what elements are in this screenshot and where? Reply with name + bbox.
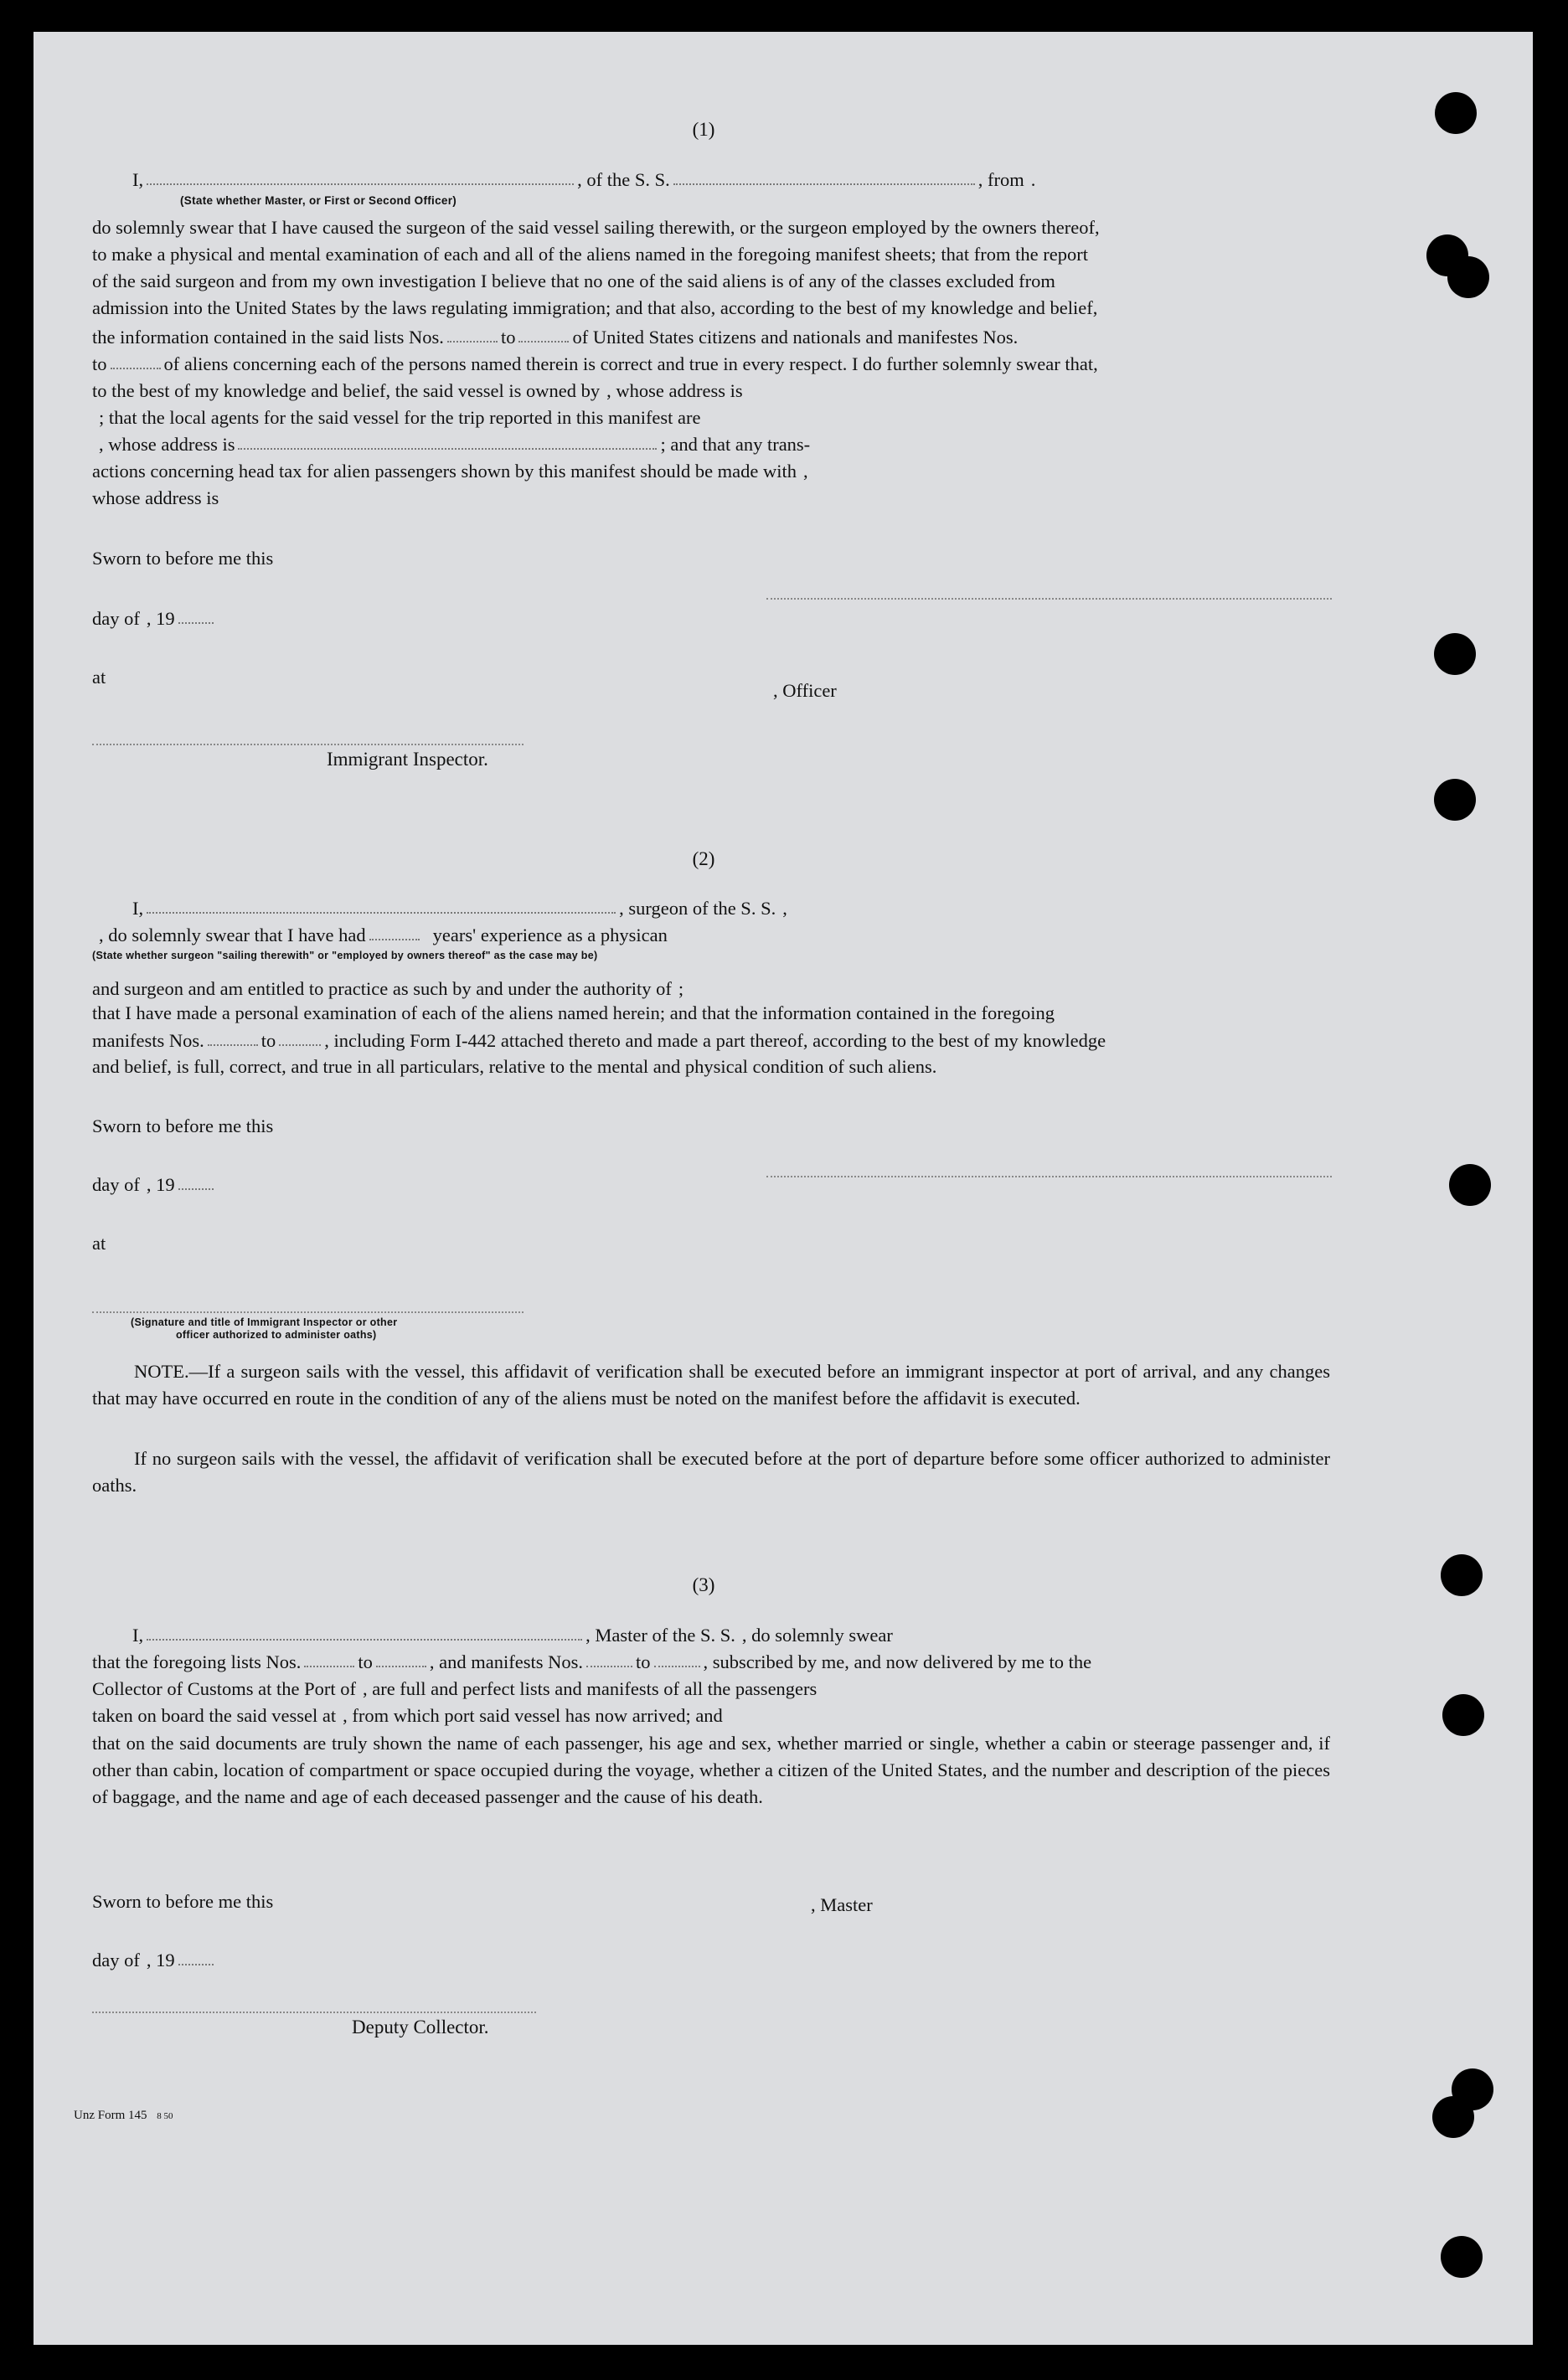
manifest-no-from-field-3[interactable] [586,1665,632,1667]
section-1-head-tax-line: actions concerning head tax for alien passengers shown by this manifest should be made with , [92,461,808,482]
officer-signature-line-top[interactable] [766,598,1332,600]
manifest-no-to-field-3[interactable] [654,1665,700,1667]
section-2-sworn-line: Sworn to before me this [92,1115,274,1136]
no-surgeon-note: If no surgeon sails with the vessel, the affidavit of verification shall be executed before at the port of departure before some officer authorized to administer oaths. [92,1448,1330,1496]
agents-address-field[interactable] [238,447,657,450]
list-no-from-field-3[interactable] [304,1665,354,1667]
punch-hole [1449,1164,1491,1206]
section-1-agents-address-line: , whose address is ; and that any trans- [99,434,811,455]
document-page [34,32,1533,2345]
section-1-at-line: at [92,667,106,688]
master-name-field[interactable] [147,1638,582,1641]
section-1-owner-line: to the best of my knowledge and belief, the said vessel is owned by , whose address is [92,380,743,401]
manifest-to-field[interactable] [111,367,161,369]
section-1-officer-line: I, , of the S. S. , from . [132,169,1036,190]
signature-title-note-1: (Signature and title of Immigrant Inspector or other [131,1316,398,1328]
section-3-heading: (3) [692,1574,715,1595]
section-3-taken-line: taken on board the said vessel at , from which port said vessel has now arrived; and [92,1705,723,1726]
section-2-experience-line: , do solemnly swear that I have had years' experience as a physican [99,925,668,945]
manifest-no-from-field-2[interactable] [208,1043,258,1046]
section-2-heading: (2) [692,848,715,869]
section-1-lists-line: the information contained in the said lists Nos. to of United States citizens and nationals and manifestes Nos. [92,327,1019,348]
master-signature-line: , Master [811,1894,873,1915]
surgeon-status-note: (State whether surgeon "sailing therewith" or "employed by owners thereof" as the case may be) [92,950,598,961]
punch-hole [1435,92,1477,134]
section-3-day-line: day of , 19 [92,1946,582,1973]
section-3-documents-text: that on the said documents are truly shown the name of each passenger, his age and sex, whether married or single, whether a cabin or steerage passenger and, if other than cabin, location of compartment or space occupied during the voyage, whether a citizen of the United States, and the number and description of the pieces of baggage, and the name and age of each deceased passenger and the cause of his death. [92,1733,1330,1807]
section-1-heading: (1) [692,119,715,140]
section-2-authority-line: and surgeon and am entitled to practice as such by and under the authority of ; [92,978,684,999]
officer-signature-line: , Officer [773,680,837,701]
deputy-collector-signature-line[interactable] [92,2012,536,2013]
year-field-1[interactable] [178,621,214,624]
section-1-day-line: day of , 19 [92,605,582,631]
citizen-list-from-field[interactable] [447,340,498,343]
deputy-collector-label: Deputy Collector. [352,2017,489,2037]
vessel-name-field[interactable] [673,183,975,185]
surgeon-affidavit-note: NOTE.—If a surgeon sails with the vessel, this affidavit of verification shall be executed before an immigrant inspector at port of arrival, and any changes that may have occurred en route in the condition of any of the aliens must be noted on the manifest before the affidavit is executed. [92,1361,1330,1409]
section-2-manifests-line: manifests Nos. to , including Form I-442 attached thereto and made a part thereof, according to the best of my knowledge [92,1030,1106,1051]
signature-title-note-2: officer authorized to administer oaths) [176,1329,377,1341]
section-2-belief-text: and belief, is full, correct, and true in all particulars, relative to the mental and physical condition of such aliens. [92,1056,937,1077]
inspector-signature-line-2[interactable] [92,1311,524,1313]
officer-name-field[interactable] [147,183,574,185]
years-experience-field[interactable] [369,938,420,940]
form-number: Unz Form 145 8 50 [74,2109,173,2122]
officer-rank-note: (State whether Master, or First or Second Officer) [180,194,457,207]
section-1-agents-line: ; that the local agents for the said vessel for the trip reported in this manifest are [99,407,701,428]
punch-hole [1441,1554,1483,1596]
surgeon-signature-line[interactable] [766,1176,1332,1177]
section-1-aliens-line: to of aliens concerning each of the persons named therein is correct and true in every respect. I do further solemnly swear that, [92,353,1098,374]
punch-hole [1434,779,1476,821]
year-field-2[interactable] [178,1187,214,1190]
year-field-3[interactable] [178,1963,214,1965]
section-2-day-line: day of , 19 [92,1171,582,1198]
section-1-oath-body: do solemnly swear that I have caused the surgeon of the said vessel sailing therewith, or the surgeon employed by the owners thereof, to make a physical and mental examination of each and all of the aliens named in the foregoing manifest sheets; that from the report of the said surgeon and from my own investigation I believe that no one of the said aliens is of any of the classes excluded from admission into the United States by the laws regulating immigration; and that also, according to the best of my knowledge and belief, [92,217,1100,318]
section-1-sworn-line: Sworn to before me this [92,548,274,569]
punch-hole [1432,2096,1474,2138]
section-3-port-line: Collector of Customs at the Port of , are full and perfect lists and manifests of all the passengers [92,1678,818,1699]
section-1-contact-address-line: whose address is [92,487,219,508]
punch-hole [1442,1694,1484,1736]
section-2-at-line: at [92,1233,106,1254]
inspector-signature-line-1[interactable] [92,744,524,745]
immigrant-inspector-label: Immigrant Inspector. [327,749,488,770]
section-3-sworn-line: Sworn to before me this [92,1891,274,1912]
punch-hole [1434,633,1476,675]
section-2-examination-text: that I have made a personal examination of each of the aliens named herein; and that the information contained in the foregoing [92,1002,1055,1023]
section-3-lists-line: that the foregoing lists Nos. to , and manifests Nos. to , subscribed by me, and now delivered by me to the [92,1651,1092,1672]
citizen-list-to-field[interactable] [518,340,569,343]
list-no-to-field-3[interactable] [376,1665,426,1667]
section-3-master-line: I, , Master of the S. S. , do solemnly swear [132,1625,893,1646]
manifest-no-to-field-2[interactable] [279,1043,321,1046]
surgeon-name-field[interactable] [147,911,616,914]
punch-hole [1447,256,1489,298]
section-2-surgeon-line: I, , surgeon of the S. S. , [132,898,787,919]
punch-hole [1441,2236,1483,2278]
